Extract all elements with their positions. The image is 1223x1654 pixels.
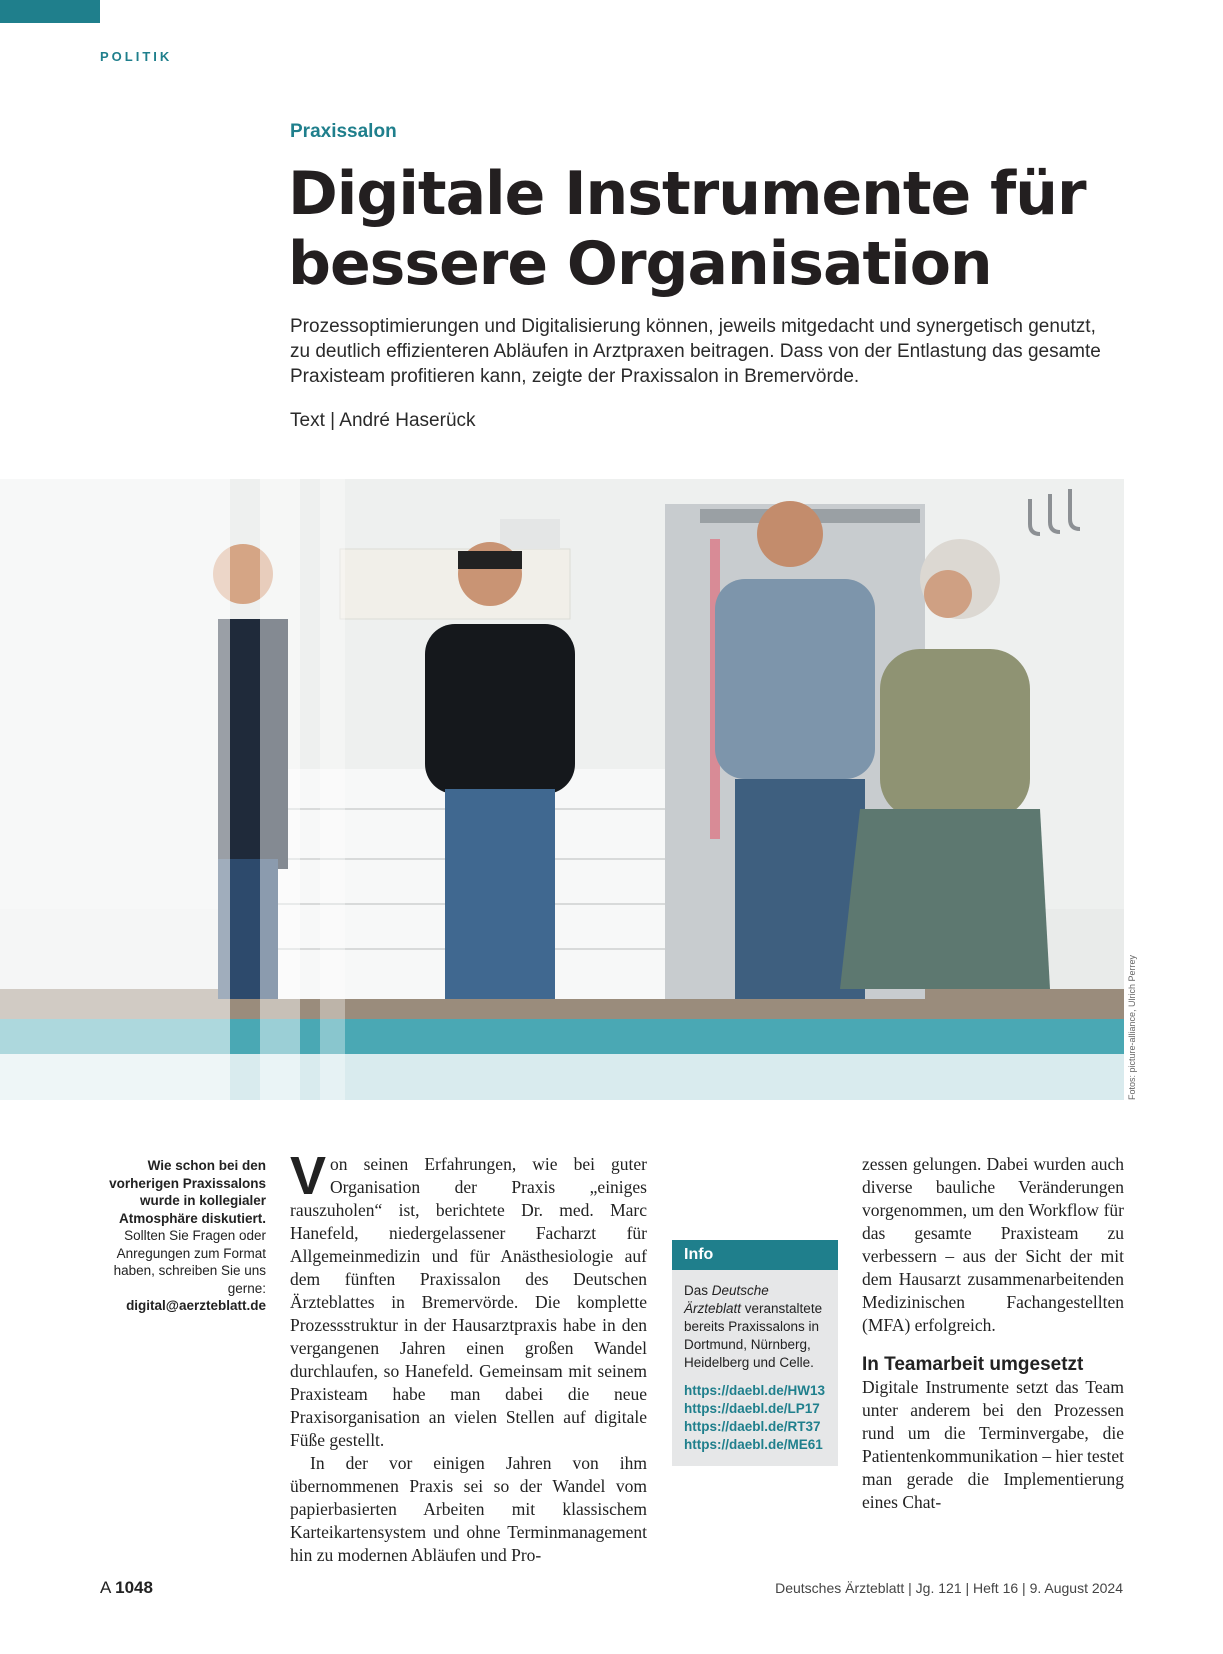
info-box-title: Info [672,1240,838,1270]
info-box [672,1240,838,1466]
headline [288,159,1138,299]
info-text-1: Das [684,1283,712,1298]
info-box-body [672,1270,838,1466]
page-number [100,1578,153,1598]
paragraph-2: In der vor einigen Jahren von ihm übernommenen Praxis sei so der Wandel vom papierbasierten Arbeiten mit klassischem Karteikartensystem und ohne Terminmanagement hin zu modernen Abläufen und Pro- [290,1453,647,1565]
article-column-3 [862,1153,1124,1514]
photo-caption [100,1157,266,1315]
headline-line-2: bessere Organisation [288,229,992,299]
caption-bold: Wie schon bei den vorherigen Praxissalons wurde in kollegialer Atmosphäre diskutiert. [109,1158,266,1226]
info-link[interactable]: https://daebl.de/HW13 [684,1383,826,1398]
section-color-tab [0,0,100,23]
paragraph-3: zessen gelungen. Dabei wurden auch diverse bauliche Veränderungen vorgenommen, um den Workflow für das gesamte Praxisteam zu verbessern – aus der Sicht der mit dem Hausarzt zusammenarbeitenden Medizinischen Fachangestellten (MFA) erfolgreich. [862,1154,1124,1335]
page-number-value: 1048 [115,1578,153,1597]
kicker: Praxissalon [290,121,397,142]
article-column-1 [290,1146,647,1567]
article-photo [0,479,1124,1100]
paragraph-4: Digitale Instrumente setzt das Team unter anderem bei den Prozessen rund um die Terminvergabe, die Patientenkommunikation – hier testet man gerade die Implementierung eines Chat- [862,1377,1124,1512]
headline-line-1: Digitale Instrumente für [288,159,1086,229]
page-prefix: A [100,1578,111,1597]
info-links [684,1382,826,1454]
photo-illustration [0,479,1124,1100]
photo-credit: Fotos: picture-alliance, Ulrich Perrey [1127,954,1137,1100]
subheading: In Teamarbeit umgesetzt [862,1354,1084,1375]
info-text-italic: Deutsche Ärzteblatt [684,1283,769,1316]
lede: Prozessoptimierungen und Digitalisierung können, jeweils mitgedacht und synergetisch genutzt, zu deutlich effizienteren Abläufen in Arztpraxen beitragen. Dass von der Entlastung das gesamte Praxisteam profitieren kann, zeigte der Praxissalon in Bremervörde. [290,316,1101,387]
info-link[interactable]: https://daebl.de/RT37 [684,1419,821,1434]
section-label: POLITIK [100,49,173,64]
publication-footer: Deutsches Ärzteblatt | Jg. 121 | Heft 16 | 9. August 2024 [775,1580,1123,1596]
info-text-2: veranstaltete bereits Praxissalons in Dortmund, Nürnberg, Heidelberg und Celle. [684,1301,823,1370]
byline: Text | André Haserück [290,410,476,431]
dropcap: V [290,1146,327,1206]
paragraph-1-text: on seinen Erfahrungen, wie bei guter Organisation der Praxis „einiges rauszuholen“ ist, berichtete Dr. med. Marc Hanefeld, niedergelassener Facharzt für Allgemeinmedizin und für Anästhesiologie auf dem fünften Praxissalon des Deutschen Ärzteblattes in Bremervörde. Die komplette Prozessstruktur in der Hausarztpraxis habe in den vergangenen Jahren einen großen Wandel durchlaufen, so Hanefeld. Gemeinsam mit seinem Praxisteam habe man dabei die neue Praxisorganisation an vielen Stellen auf digitale Füße gestellt. [290,1154,647,1450]
caption-text: Sollten Sie Fragen oder Anregungen zum Format haben, schreiben Sie uns gerne: [113,1228,266,1296]
info-link[interactable]: https://daebl.de/ME61 [684,1437,823,1452]
info-link[interactable]: https://daebl.de/LP17 [684,1401,820,1416]
paragraph-1 [290,1146,647,1452]
contact-email-link[interactable]: digital@aerzteblatt.de [126,1298,266,1313]
